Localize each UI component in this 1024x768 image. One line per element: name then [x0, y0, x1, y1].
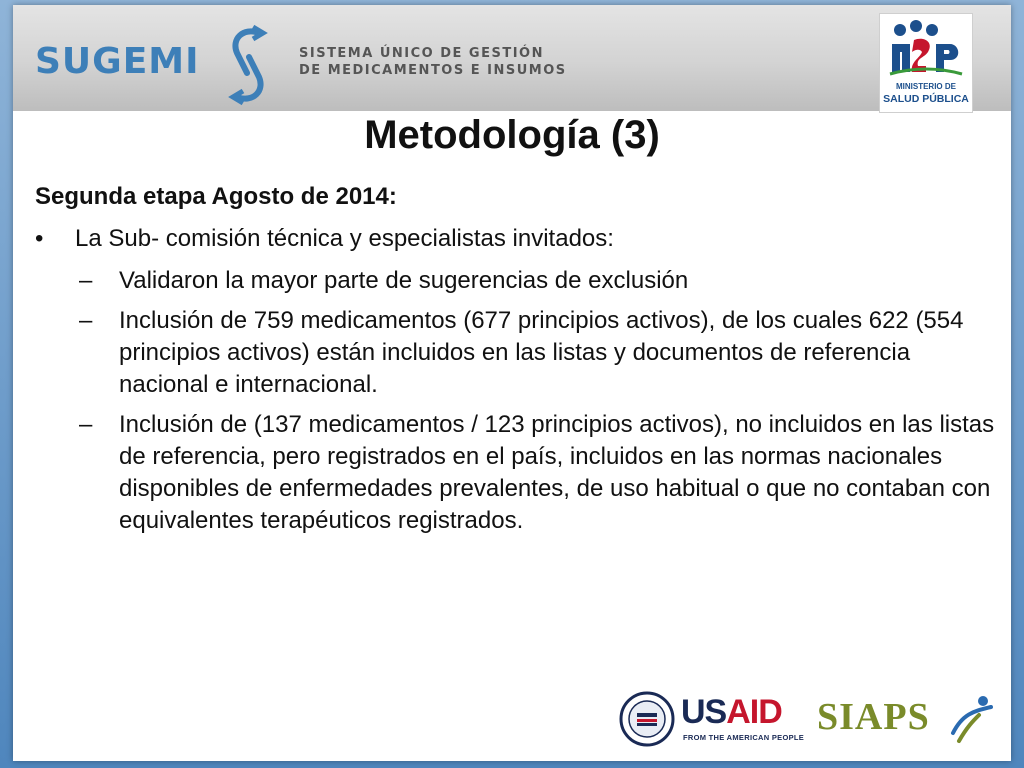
usaid-logo-text	[681, 693, 782, 732]
usaid-seal-icon	[619, 691, 675, 747]
sugemi-logo-text: SUGEMI	[35, 41, 200, 82]
sub-bullet-text: Inclusión de 759 medicamentos (677 principios activos), de los cuales 622 (554 principios activos) están incluidos en las listas y documentos de referencia nacional e internacional.	[119, 307, 964, 398]
slide-title: Metodología (3)	[364, 113, 660, 157]
sugemi-subtitle-line-2: DE MEDICAMENTOS E INSUMOS	[299, 63, 567, 78]
sugemi-logo-icon	[223, 23, 273, 107]
stage-heading: Segunda etapa Agosto de 2014:	[35, 183, 397, 210]
bullet-item	[35, 223, 1000, 255]
siaps-logo-text: SIAPS	[817, 696, 930, 738]
slide-content	[35, 181, 1000, 545]
msp-logo-line-2: SALUD PÚBLICA	[883, 93, 969, 105]
dash-marker: –	[79, 267, 93, 294]
footer-logos	[619, 689, 999, 755]
msp-logo-line-1: MINISTERIO DE	[895, 82, 956, 91]
usaid-logo-aid: AID	[726, 693, 782, 731]
usaid-tagline: FROM THE AMERICAN PEOPLE	[683, 733, 805, 742]
sugemi-subtitle	[299, 45, 567, 79]
msp-emblem-icon	[886, 18, 966, 78]
bullet-marker: •	[35, 225, 44, 252]
dash-marker: –	[79, 307, 93, 334]
sub-bullet-text: Inclusión de (137 medicamentos / 123 principios activos), no incluidos en las listas de referencia, pero registrados en el país, incluidos en las normas nacionales disponibles de enfermedades prevalentes, de uso habitual o que no contaban con equivalentes terapéuticos registrados.	[119, 411, 995, 534]
bullet-text: La Sub- comisión técnica y especialistas invitados:	[75, 225, 614, 252]
dash-marker: –	[79, 411, 93, 438]
sub-bullet-item	[79, 409, 1000, 537]
siaps-figure-icon	[949, 693, 995, 745]
sub-bullet-text: Validaron la mayor parte de sugerencias de exclusión	[119, 267, 689, 294]
msp-logo	[879, 13, 973, 113]
sub-bullet-item	[79, 265, 1000, 297]
slide	[13, 5, 1011, 761]
header-band	[13, 5, 1011, 111]
sub-bullet-item	[79, 305, 1000, 401]
sugemi-subtitle-line-1: SISTEMA ÚNICO DE GESTIÓN	[299, 46, 544, 61]
usaid-logo-us: US	[681, 693, 727, 731]
